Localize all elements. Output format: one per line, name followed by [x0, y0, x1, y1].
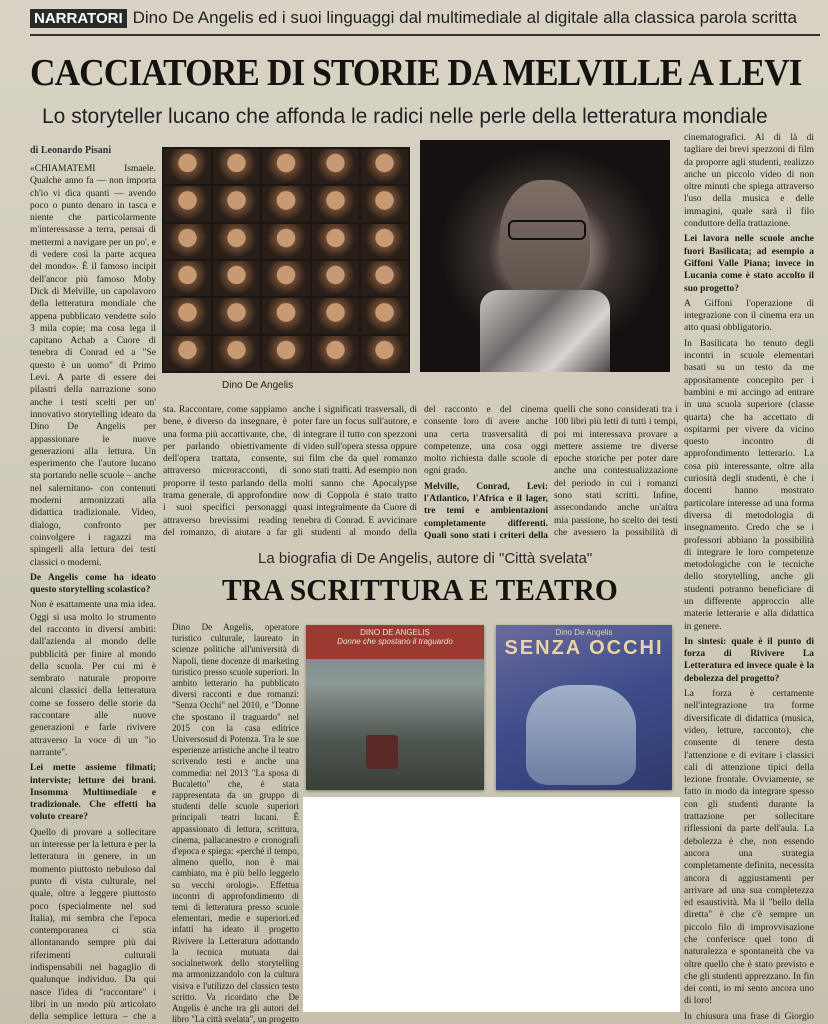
section2-kicker: La biografia di De Angelis, autore di "Città svelata" — [258, 550, 593, 567]
photo-thumb — [312, 186, 359, 221]
book-cover-senza-occhi — [496, 625, 672, 790]
book-title: SENZA OCCHI — [504, 637, 664, 659]
photo-caption: Dino De Angelis — [222, 380, 294, 391]
article-column-2 — [163, 404, 287, 539]
photo-thumb — [312, 224, 359, 259]
photo-thumb — [213, 336, 260, 371]
article-column-3 — [293, 404, 417, 539]
book-illustration — [366, 735, 398, 769]
headline: CACCIATORE DI STORIE DA MELVILLE A LEVI — [30, 52, 802, 94]
book-illustration — [526, 685, 636, 785]
divider — [30, 34, 820, 36]
photo-thumb — [361, 298, 408, 333]
paragraph: In Basilicata ho tenuto degli incontri in scuole elementari basati su un testo da me appositamente concepito per i bambini e mi accingo ad entrare in una scuola superiore (classe quarta) che ha accettato di ospitarmi per vivere da vicino questo incontro di approfondimento letterario. La cosa più interessante, oltre alla curiosità degli studenti, è che i docenti hanno mostrato particolare interesse ad una forma diversa di metodologia di insegnamento. Credo che se i professori abbiano la possibilità di integrare le loro competenze metodologiche con le tecniche dello storytelling, anche gli studenti potranno beneficiare di un differente approccio alle materie letterarie e alla didattica in genere. — [684, 338, 814, 632]
blank-area — [303, 797, 680, 1012]
header-kicker: Dino De Angelis ed i suoi linguaggi dal multimediale al digitale alla classica parola scritta — [132, 8, 797, 27]
book-author: DINO DE ANGELIS — [360, 628, 430, 637]
bio-column — [172, 622, 299, 1024]
bio-text: Dino De Angelis, operatore turistico culturale, laureato in scienze politiche all'università di Napoli, tiene docenze di marketing turistico presso scuole superiori. In ambito letterario ha pubblicato diversi racconti e due romanzi: "Senza Occhi" nel 2010, e "Donne che spostano il traguardo" nel 2015 con la casa editrice Universosud di Potenza. Tra le sue esperienze artistiche anche il teatro scrivendo testi e anche una commedia: nel 2013 "La sposa di Bucaletto" che, è stata rappresentata da un gruppo di studenti delle scuole superiori principali teatri lucani. È appassionato di lettura, scrittura, cinema, pallacanestro e cronografi d'epoca e spiega: «perché il tempo, almeno quello, non è mai cambiato, ma è più bello leggerlo su vecchi orologi». Effettua incontri di approfondimento di temi di letteratura presso scuole elementari, medie e superiori.ed infatti ha ideato il progetto Rivivere la Letteratura adottando la tecnica mutuata dai socialnetwork dello storytelling ma armonizzandolo con la cultura visiva e l'utilizzo del classico testo scritto. Va ricordato che De Angelis è anche tra gli autori del libro "La città svelata", un progetto — [172, 622, 299, 1024]
photo-thumb — [312, 336, 359, 371]
photo-thumb — [213, 186, 260, 221]
subheadline: Lo storyteller lucano che affonda le radici nelle perle della letteratura mondiale — [42, 105, 768, 128]
article-column-1 — [30, 163, 156, 1024]
photo-thumb — [361, 149, 408, 184]
photo-thumb — [164, 336, 211, 371]
photo-thumb — [262, 149, 309, 184]
paragraph: «CHIAMATEMI Ismaele. Qualche anno fa — non importa ch'io vi dica quanti — avendo poco o punto denaro in tasca e niente che particolarmente m'interessasse a terra, pensai di mettermi a navigare per un po', e di vedere così la parte acquea del mondo». È il famoso incipit dell'ancor più famoso Moby Dick di Melville, un capolavoro della letteratura mondiale che appena pubblicato vendette solo 3 mila copie; ma cosa lega il capitano Achab a Cuore di tenebra di Conrad ed a "Se questo è un uomo" di Primo Levi. A parte di essere dei pilastri della narrazione sono anche i testi scelti per un' innovativo storytelling ideato da Dino De Angelis per appassionare le nuove generazioni alla lettura. Un esperimento che l'autore lucano sta portando nelle scuole – anche nel salernitano- con contenuti moderni armonizzati alla didattica tradizionale. Video, dialogo, confronto per coinvolgere i ragazzi ma spingerli alla lettura dei testi classici o moderni. — [30, 164, 156, 568]
paragraph: del racconto e del cinema consente loro di avere anche una certa trasversalità di competenze, una cosa oggi molto richiesta dalle scuole di ogni grado. — [424, 405, 548, 477]
photo-thumb — [164, 186, 211, 221]
photo-thumb — [164, 224, 211, 259]
byline: di Leonardo Pisani — [30, 145, 112, 156]
header-bar — [30, 6, 820, 30]
question: Melville, Conrad, Levi: l'Atlantico, l'Africa e il lager, tre temi e ambientazioni completamente differenti. Quali sono stati i criteri della — [424, 481, 548, 539]
paragraph: La forza è certamente nell'integrazione tra forme diversificate di didattica (musica, video, letture, racconto), che consente di tenere desta l'attenzione e di evitare i classici cali di attenzione tipici della lezione frontale. Ovviamente, se fatto in modo da integrare spesso con gli studenti durante la trattazione per sollecitare riflessioni da parte dell'aula. La debolezza è che, non essendo ancora una strategia completamente definita, necessita ancora di aggiustamenti per arrivare ad una sua completezza ed esaustività. Ma il "bello della diretta" è che c'è sempre un piccolo filo di improvvisazione che conferisce quel tono di naturalezza e spontaneità che va oltre quello che è stato previsto e che gli studenti apprezzano. In fin dei conti, io mi sento ancora uno di loro! — [684, 689, 814, 1007]
paragraph: A Giffoni l'operazione di integrazione con il cinema era un atto quasi obbligatorio. — [684, 298, 814, 334]
question: Lei mette assieme filmati; interviste; letture dei brani. Insomma Multimediale e tradizionale. Che effetti ha voluto creare? — [30, 763, 156, 823]
photo-thumb — [312, 261, 359, 296]
question: In sintesi: quale è il punto di forza di Rivivere La Letteratura ed invece quale è la debolezza del progetto? — [684, 636, 814, 684]
question: Lei lavora nelle scuole anche fuori Basilicata; ad esempio a Giffoni Valle Piana; invece in Lucania come è stato accolto il suo progetto? — [684, 234, 814, 294]
photo-thumb — [262, 186, 309, 221]
article-column-4 — [424, 404, 548, 539]
photo-thumb — [164, 261, 211, 296]
photo-thumb — [361, 261, 408, 296]
section2-title: TRA SCRITTURA E TEATRO — [222, 572, 618, 607]
portrait-face — [500, 180, 590, 300]
photo-thumb — [213, 261, 260, 296]
photo-thumb — [312, 298, 359, 333]
paragraph: In chiusura una frase di Giorgio — [684, 1011, 814, 1022]
photo-thumb — [361, 336, 408, 371]
photo-thumb — [262, 336, 309, 371]
paragraph: sta. Raccontare, come sappiamo bene, è diverso da insegnare, è una forma più accattivante, che, per parlando obiettivamente dell'opera trattata, consente, attraverso microracconti, di proporre il testo parlando della trama generale, di approfondire i suoi specifici personaggi attraverso brevissimi reading del romanzo, di aiutare a far — [163, 405, 287, 538]
photo-thumb — [262, 298, 309, 333]
glasses — [508, 220, 586, 240]
scarf — [480, 290, 610, 372]
question: De Angelis come ha ideato questo storytelling scolastico? — [30, 572, 156, 596]
article-column-6 — [684, 132, 814, 1024]
portrait-photo — [420, 140, 670, 372]
photo-thumb — [213, 298, 260, 333]
photo-thumb — [213, 149, 260, 184]
paragraph: anche i significati trasversali, di poter fare un focus sull'autore, e di integrare il tutto con spezzoni di video sull'opera stessa oppure sui film che da quel romanzo sono stati tratti. Ad esempio non molti sanno che Apocalypse now di Coppola è stato tratto quasi integralmente da Cuore di tenebra di Conrad. E avvicinare gli studenti al mondo della — [293, 405, 417, 538]
book-author: Dino De Angelis — [555, 628, 613, 637]
photo-thumb — [262, 224, 309, 259]
photo-mosaic — [162, 147, 410, 373]
book-title: Donne che spostano il traguardo — [337, 637, 453, 646]
book-cover-donne — [306, 625, 484, 790]
article-column-5 — [554, 404, 678, 539]
paragraph: quelli che sono considerati tra i 100 libri più letti di tutti i tempi, poi mi interessava provare a mettere assieme tre diverse epoche storiche per poter dare anche una contestualizzazione del periodo in cui i romanzi sono stati scritti. Infine, assecondando anche un'altra mia passione, ho scelto dei testi che avessero la possibilità di — [554, 405, 678, 538]
photo-thumb — [164, 298, 211, 333]
paragraph: cinematografici. Al di là di tagliare dei brevi spezzoni di film da proporre agli studenti, realizzo anche un piccolo video di non oltre minuti che spiega attraverso l'uso della musica e delle immagini, quale sarà il filo conduttore della trattazione. — [684, 133, 814, 230]
photo-thumb — [312, 149, 359, 184]
paragraph: Non è esattamente una mia idea. Oggi si usa molto lo strumento del racconto in diversi ambiti: dall'azienda al mondo delle pubblicità per finire al mondo della scuola. Per cui mi è sembrato naturale proporre alcuni classici della letteratura come se fossero delle storie da raccontare alle nuove generazioni e farle rivivere attraverso la voce di un "io narrante". — [30, 600, 156, 758]
section-tag: NARRATORI — [30, 9, 127, 28]
paragraph: Quello di provare a sollecitare un interesse per la lettura e per la letteratura in genere, in un momento piuttosto nebuloso dal punto di vista culturale, nel quale, oltre a leggere piuttosto poco (specialmente nel sud Italia), mi sembra che l'epoca contemporanea ci stia allontanando sempre più dai riferimenti culturali indispensabili nel bagaglio di qualunque individuo. Da qui nasce l'idea di "raccontare" i libri in un modo più articolato della semplice lettura – che a — [30, 827, 156, 1023]
photo-thumb — [164, 149, 211, 184]
photo-thumb — [361, 224, 408, 259]
photo-thumb — [213, 224, 260, 259]
photo-thumb — [361, 186, 408, 221]
photo-thumb — [262, 261, 309, 296]
